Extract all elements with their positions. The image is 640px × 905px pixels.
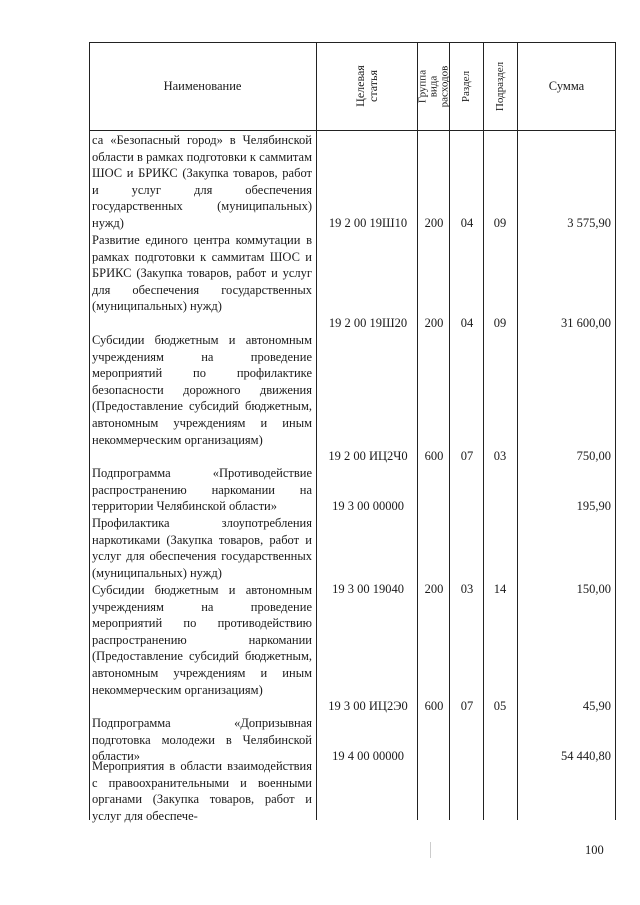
grid-line xyxy=(417,42,418,820)
row-group: 600 xyxy=(424,449,444,463)
row-subsection: 09 xyxy=(493,316,507,330)
row-sum: 31 600,00 xyxy=(561,316,611,330)
row-description: Субсидии бюджетным и автономным учреждениям на проведение мероприятий по противодействию распространению наркомании (Предоставление субсидий бюджетным, автономным учреждениям и иным некоммерческим организациям) xyxy=(92,583,312,697)
row-section: 04 xyxy=(460,216,474,230)
row-subsection: 14 xyxy=(493,582,507,596)
row-code: 19 3 00 00000 xyxy=(332,499,404,513)
header-group: Группа вида расходов xyxy=(416,65,451,107)
grid-line xyxy=(89,42,90,820)
header-section: Раздел xyxy=(460,70,472,102)
row-group: 600 xyxy=(424,699,444,713)
row-section: 07 xyxy=(460,699,474,713)
grid-line xyxy=(89,130,616,131)
grid-line xyxy=(483,42,484,820)
header-code: Целевая статья xyxy=(353,65,380,107)
row-code: 19 3 00 19040 xyxy=(332,582,404,596)
row-section: 07 xyxy=(460,449,474,463)
header-subsection: Подраздел xyxy=(494,61,507,111)
row-sum: 195,90 xyxy=(576,499,611,513)
row-description: Профилактика злоупотребления наркотиками (Закупка товаров, работ и услуг для обеспечения государственных (муниципальных) нужд) xyxy=(92,516,312,580)
row-code: 19 3 00 ИЦ2Э0 xyxy=(328,699,408,713)
grid-line xyxy=(316,42,317,820)
row-subsection: 03 xyxy=(493,449,507,463)
header-sum: Сумма xyxy=(548,78,585,93)
row-group: 200 xyxy=(424,582,444,596)
row-description: Субсидии бюджетным и автономным учреждениям на проведение мероприятий по профилактике безопасности дорожного движения (Предоставление субсидий бюджетным, автономным учреждениям и иным некоммерческим организациям) xyxy=(92,333,312,447)
row-code: 19 2 00 ИЦ2Ч0 xyxy=(328,449,408,463)
row-sum: 3 575,90 xyxy=(567,216,611,230)
budget-table xyxy=(89,42,616,823)
row-description: Мероприятия в области взаимодействия с правоохранительными и военными органами (Закупка товаров, работ и услуг для обеспече- xyxy=(92,759,312,823)
row-sum: 150,00 xyxy=(576,582,611,596)
row-sum: 750,00 xyxy=(576,449,611,463)
grid-line xyxy=(517,42,518,820)
row-section: 03 xyxy=(460,582,474,596)
grid-line xyxy=(449,42,450,820)
row-description: Подпрограмма «Противодействие распространению наркомании на территории Челябинской области» xyxy=(92,466,312,514)
row-description: са «Безопасный город» в Челябинской области в рамках подготовки к саммитам ШОС и БРИКС (Закупка товаров, работ и услуг для обеспечения государственных (муниципальных) нужд) xyxy=(92,133,312,230)
row-sum: 45,90 xyxy=(582,699,611,713)
row-group: 200 xyxy=(424,216,444,230)
row-description: Развитие единого центра коммутации в рамках подготовки к саммитам ШОС и БРИКС (Закупка товаров, работ и услуг для обеспечения государственных (муниципальных) нужд) xyxy=(92,233,312,314)
row-description: Подпрограмма «Допризывная подготовка молодежи в Челябинской области» xyxy=(92,716,312,764)
row-code: 19 2 00 19Ш20 xyxy=(328,316,408,330)
row-code: 19 2 00 19Ш10 xyxy=(328,216,408,230)
page-number: 100 xyxy=(585,843,604,857)
row-sum: 54 440,80 xyxy=(561,749,611,763)
row-subsection: 09 xyxy=(493,216,507,230)
grid-line xyxy=(615,42,616,820)
row-section: 04 xyxy=(460,316,474,330)
scan-mark xyxy=(430,842,431,858)
row-subsection: 05 xyxy=(493,699,507,713)
row-group: 200 xyxy=(424,316,444,330)
header-name: Наименование xyxy=(163,78,242,93)
row-code: 19 4 00 00000 xyxy=(332,749,404,763)
